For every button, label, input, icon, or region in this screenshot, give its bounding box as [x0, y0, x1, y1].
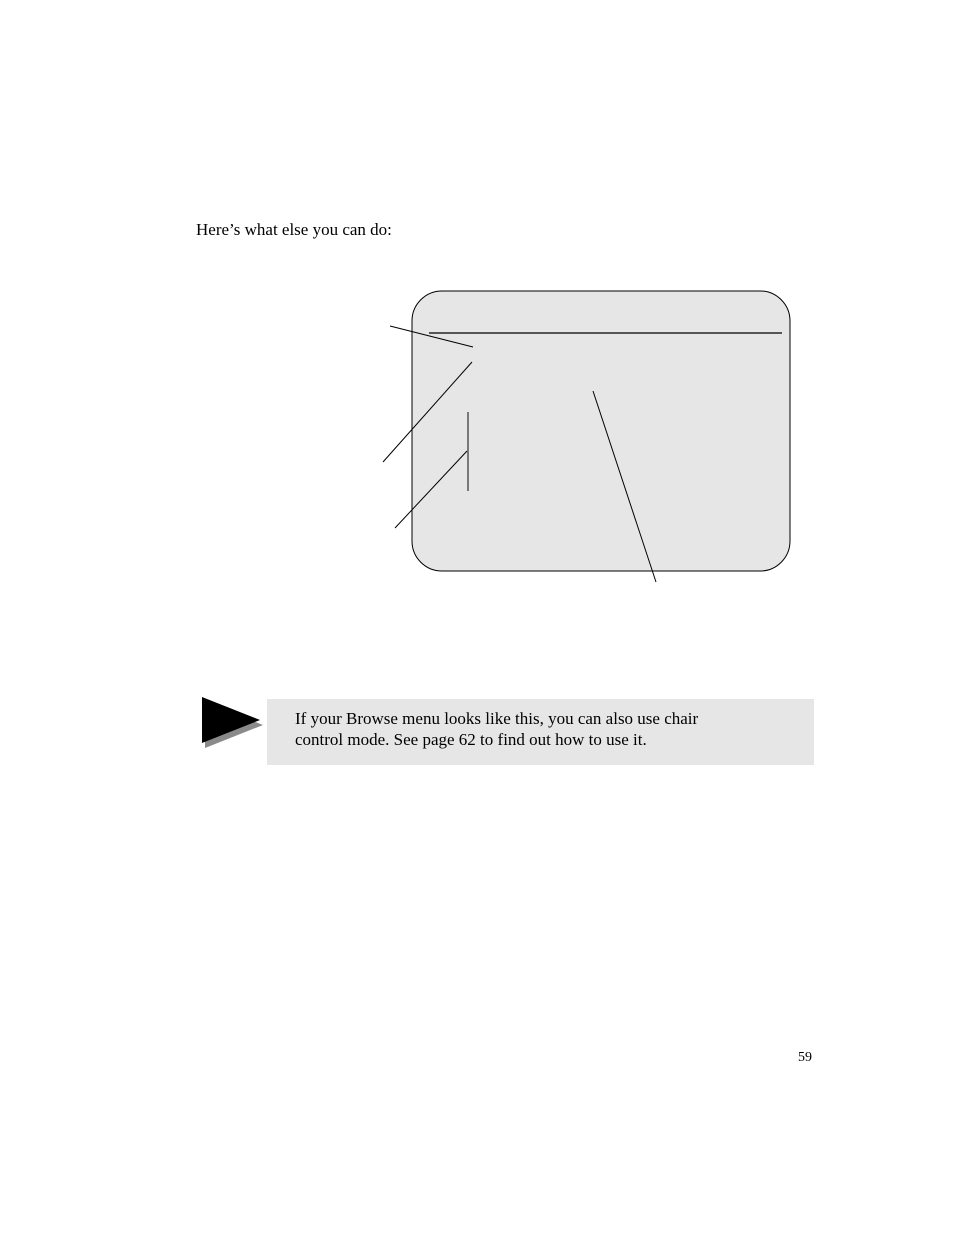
note-line-2: control mode. See page 62 to find out how to use it.: [295, 730, 647, 749]
callout-line-4: [593, 391, 656, 582]
page-number: 59: [798, 1050, 812, 1065]
callout-line-3: [395, 451, 467, 528]
note-callout: [267, 699, 814, 765]
callout-line-1: [390, 326, 473, 347]
tv-screen-outline: [412, 291, 790, 571]
arrow-right-icon: [200, 693, 266, 749]
callout-line-2: [383, 362, 472, 462]
note-text: [295, 708, 794, 750]
intro-text: Here’s what else you can do:: [196, 220, 392, 239]
note-line-1: If your Browse menu looks like this, you can also use chair: [295, 709, 699, 728]
